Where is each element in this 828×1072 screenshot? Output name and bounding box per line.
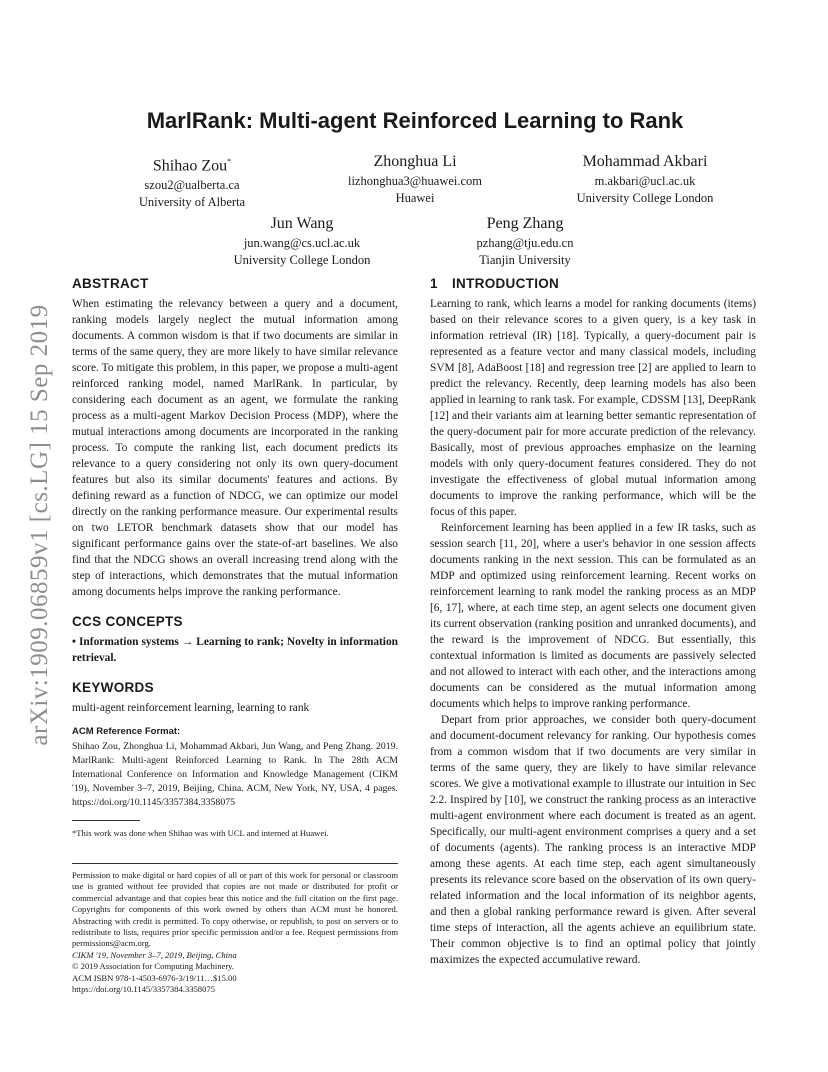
author-block [550, 151, 740, 207]
right-column [430, 276, 756, 968]
abstract-heading: ABSTRACT [72, 276, 149, 291]
paper-title: MarlRank: Multi-agent Reinforced Learning to Rank [146, 108, 684, 133]
left-column [72, 276, 398, 995]
author-affiliation: University College London [233, 253, 371, 267]
section-number: 1 [430, 276, 438, 291]
keywords-heading: KEYWORDS [72, 680, 154, 695]
author-name: Zhonghua Li [373, 153, 457, 170]
author-name: Jun Wang [270, 215, 334, 232]
permission-text: Permission to make digital or hard copies of all or part of this work for personal or classroom use is granted without fee provided that copies are not made or distributed for profit or commercial advantage and that copies bear this notice and the full citation on the first page. Copyrights for components of this work owned by others than ACM must be honored. Abstracting with credit is permitted. To copy otherwise, or republish, to post on servers or to redistribute to lists, requires prior specific permission and/or a fee. Request permissions from permissions@acm.org. [72, 870, 398, 949]
permission-block [72, 870, 398, 995]
author-affiliation: University College London [576, 191, 714, 205]
ccs-text: • Information systems → Learning to rank; Novelty in information retrieval. [72, 636, 398, 664]
author-affiliation: Huawei [395, 191, 435, 205]
author-block [212, 213, 392, 269]
author-email: m.akbari@ucl.ac.uk [594, 174, 696, 188]
author-email: pzhang@tju.edu.cn [476, 236, 574, 250]
author-affiliation: University of Alberta [138, 195, 246, 210]
author-footnote-mark: * [227, 157, 232, 166]
intro-paragraph: Learning to rank, which learns a model for ranking documents (items) based on their relevance scores to a given query, is a key task in information retrieval (IR) [18]. Typically, a query-document pair is represented as a feature vector and many classical models, including SVM [8], AdaBoost [18] and regression tree [2] are applied to learn to predict the relevancy. Recently, deep learning models has also been applied in learning to rank task. For example, CDSSM [13], DeepRank [12] and their variants aim at learning better semantic representation of the query-document pair for more accurate prediction of the relevancy. Basically, most of previous approaches emphasize on the learning models with only query-document features considered. They do not investigate the effectiveness of global mutual information among documents to improve the ranking performance, which will be the focus of this paper. [430, 298, 756, 518]
doi-line: https://doi.org/10.1145/3357384.3358075 [72, 984, 215, 995]
abstract-text: When estimating the relevancy between a query and a document, ranking models largely neglect the mutual information among documents. A common wisdom is that if two documents are similar in terms of the same query, they are more likely to have similar relevance score. To mitigate this problem, in this paper, we propose a multi-agent reinforced ranking model, named MarlRank. In particular, by considering each document as an agent, we formulate the ranking process as a multi-agent Markov Decision Process (MDP), where the mutual interactions among documents are incorporated in the ranking process. To compute the ranking list, each document predicts its relevance to a query considering not only its own query-document features but also its similar documents' features and actions. By defining reward as a function of NDCG, we can optimize our model directly on the ranking performance measure. Our experimental results on two LETOR benchmark datasets show that our model has significant performance gains over the state-of-art baselines. We also find that the NDCG shows an overall increasing trend along with the step of interactions, which demonstrates that the mutual information among documents helps improve the ranking performance. [72, 298, 398, 598]
author-block [440, 213, 610, 269]
author-block [325, 151, 505, 207]
author-name: Shihao Zou [152, 157, 228, 175]
section-title: INTRODUCTION [452, 276, 560, 291]
ccs-heading: CCS CONCEPTS [72, 614, 183, 629]
intro-paragraph: Reinforcement learning has been applied in a few IR tasks, such as session search [11, 20], where a user's behavior in one session affects documents ranking in the next session. This can be formulated as an MDP and optimized using reinforcement learning. Recent works on reinforcement learning to rank model the ranking process as an MDP [6, 17], where, at each time step, an agent selects one document given its current observation (ranking position and unranked documents), and the reward is the improvement of NDCG. But essentially, this contextual information is limited as documents are passively selected and not allowed to interact with each other, and the interactions among documents can be considered as the mutual information among documents which helps to improve ranking performance. [430, 522, 756, 710]
isbn-line: ACM ISBN 978-1-4503-6976-3/19/11…$15.00 [72, 972, 237, 983]
intro-paragraph: Depart from prior approaches, we consider both query-document and document-document relevancy for ranking. Our hypothesis comes from a common wisdom that if two documents are very similar in terms of the same query, they are likely to have similar relevance scores. We give a motivational example to illustrate our intuition in Sec 2.2. Inspired by [10], we construct the ranking process as an interactive multi-agent environment where each document is treated as an agent. Specifically, our multi-agent environment comprises a query and a set of documents (agents). The ranking process is an interactive MDP among these agents. At each time step, each agent simultaneously presents its relevance score based on the observation of its own query-related information and the local information of its neighbor agents, and then a global ranking performance reward is given. After several time steps of interaction, all the agents achieve an equilibrium state. Their common objective is to find an optimal policy that jointly maximizes the expected accumulative reward. [430, 714, 756, 966]
author-email: szou2@ualberta.ca [144, 178, 240, 193]
arxiv-identifier: arXiv:1909.06859v1 [cs.LG] 15 Sep 2019 [26, 304, 53, 746]
intro-heading [430, 276, 756, 292]
copyright-line: © 2019 Association for Computing Machinery. [72, 961, 235, 972]
author-name: Peng Zhang [486, 215, 564, 232]
footnote: *This work was done when Shihao was with UCL and interned at Huawei. [72, 828, 329, 838]
author-email: lizhonghua3@huawei.com [347, 174, 483, 188]
acm-reference-heading: ACM Reference Format: [72, 726, 181, 737]
author-email: jun.wang@cs.ucl.ac.uk [243, 236, 361, 250]
keywords-text: multi-agent reinforcement learning, learning to rank [72, 702, 310, 714]
conference-line: CIKM '19, November 3–7, 2019, Beijing, China [72, 949, 237, 960]
acm-reference-text: Shihao Zou, Zhonghua Li, Mohammad Akbari, Jun Wang, and Peng Zhang. 2019. MarlRank: Multi-agent Reinforced Learning to Rank. In The 28th ACM International Conference on Information and Knowledge Management (CIKM '19), November 3–7, 2019, Beijing, China. ACM, New York, NY, USA, 4 pages. https://doi.org/10.1145/3357384.3358075 [72, 741, 398, 808]
permission-rule [72, 863, 398, 864]
arxiv-sidebar-stamp [18, 290, 62, 760]
author-block [112, 151, 272, 211]
author-affiliation: Tianjin University [479, 253, 571, 267]
author-name: Mohammad Akbari [582, 153, 708, 170]
footnote-rule [72, 820, 140, 821]
